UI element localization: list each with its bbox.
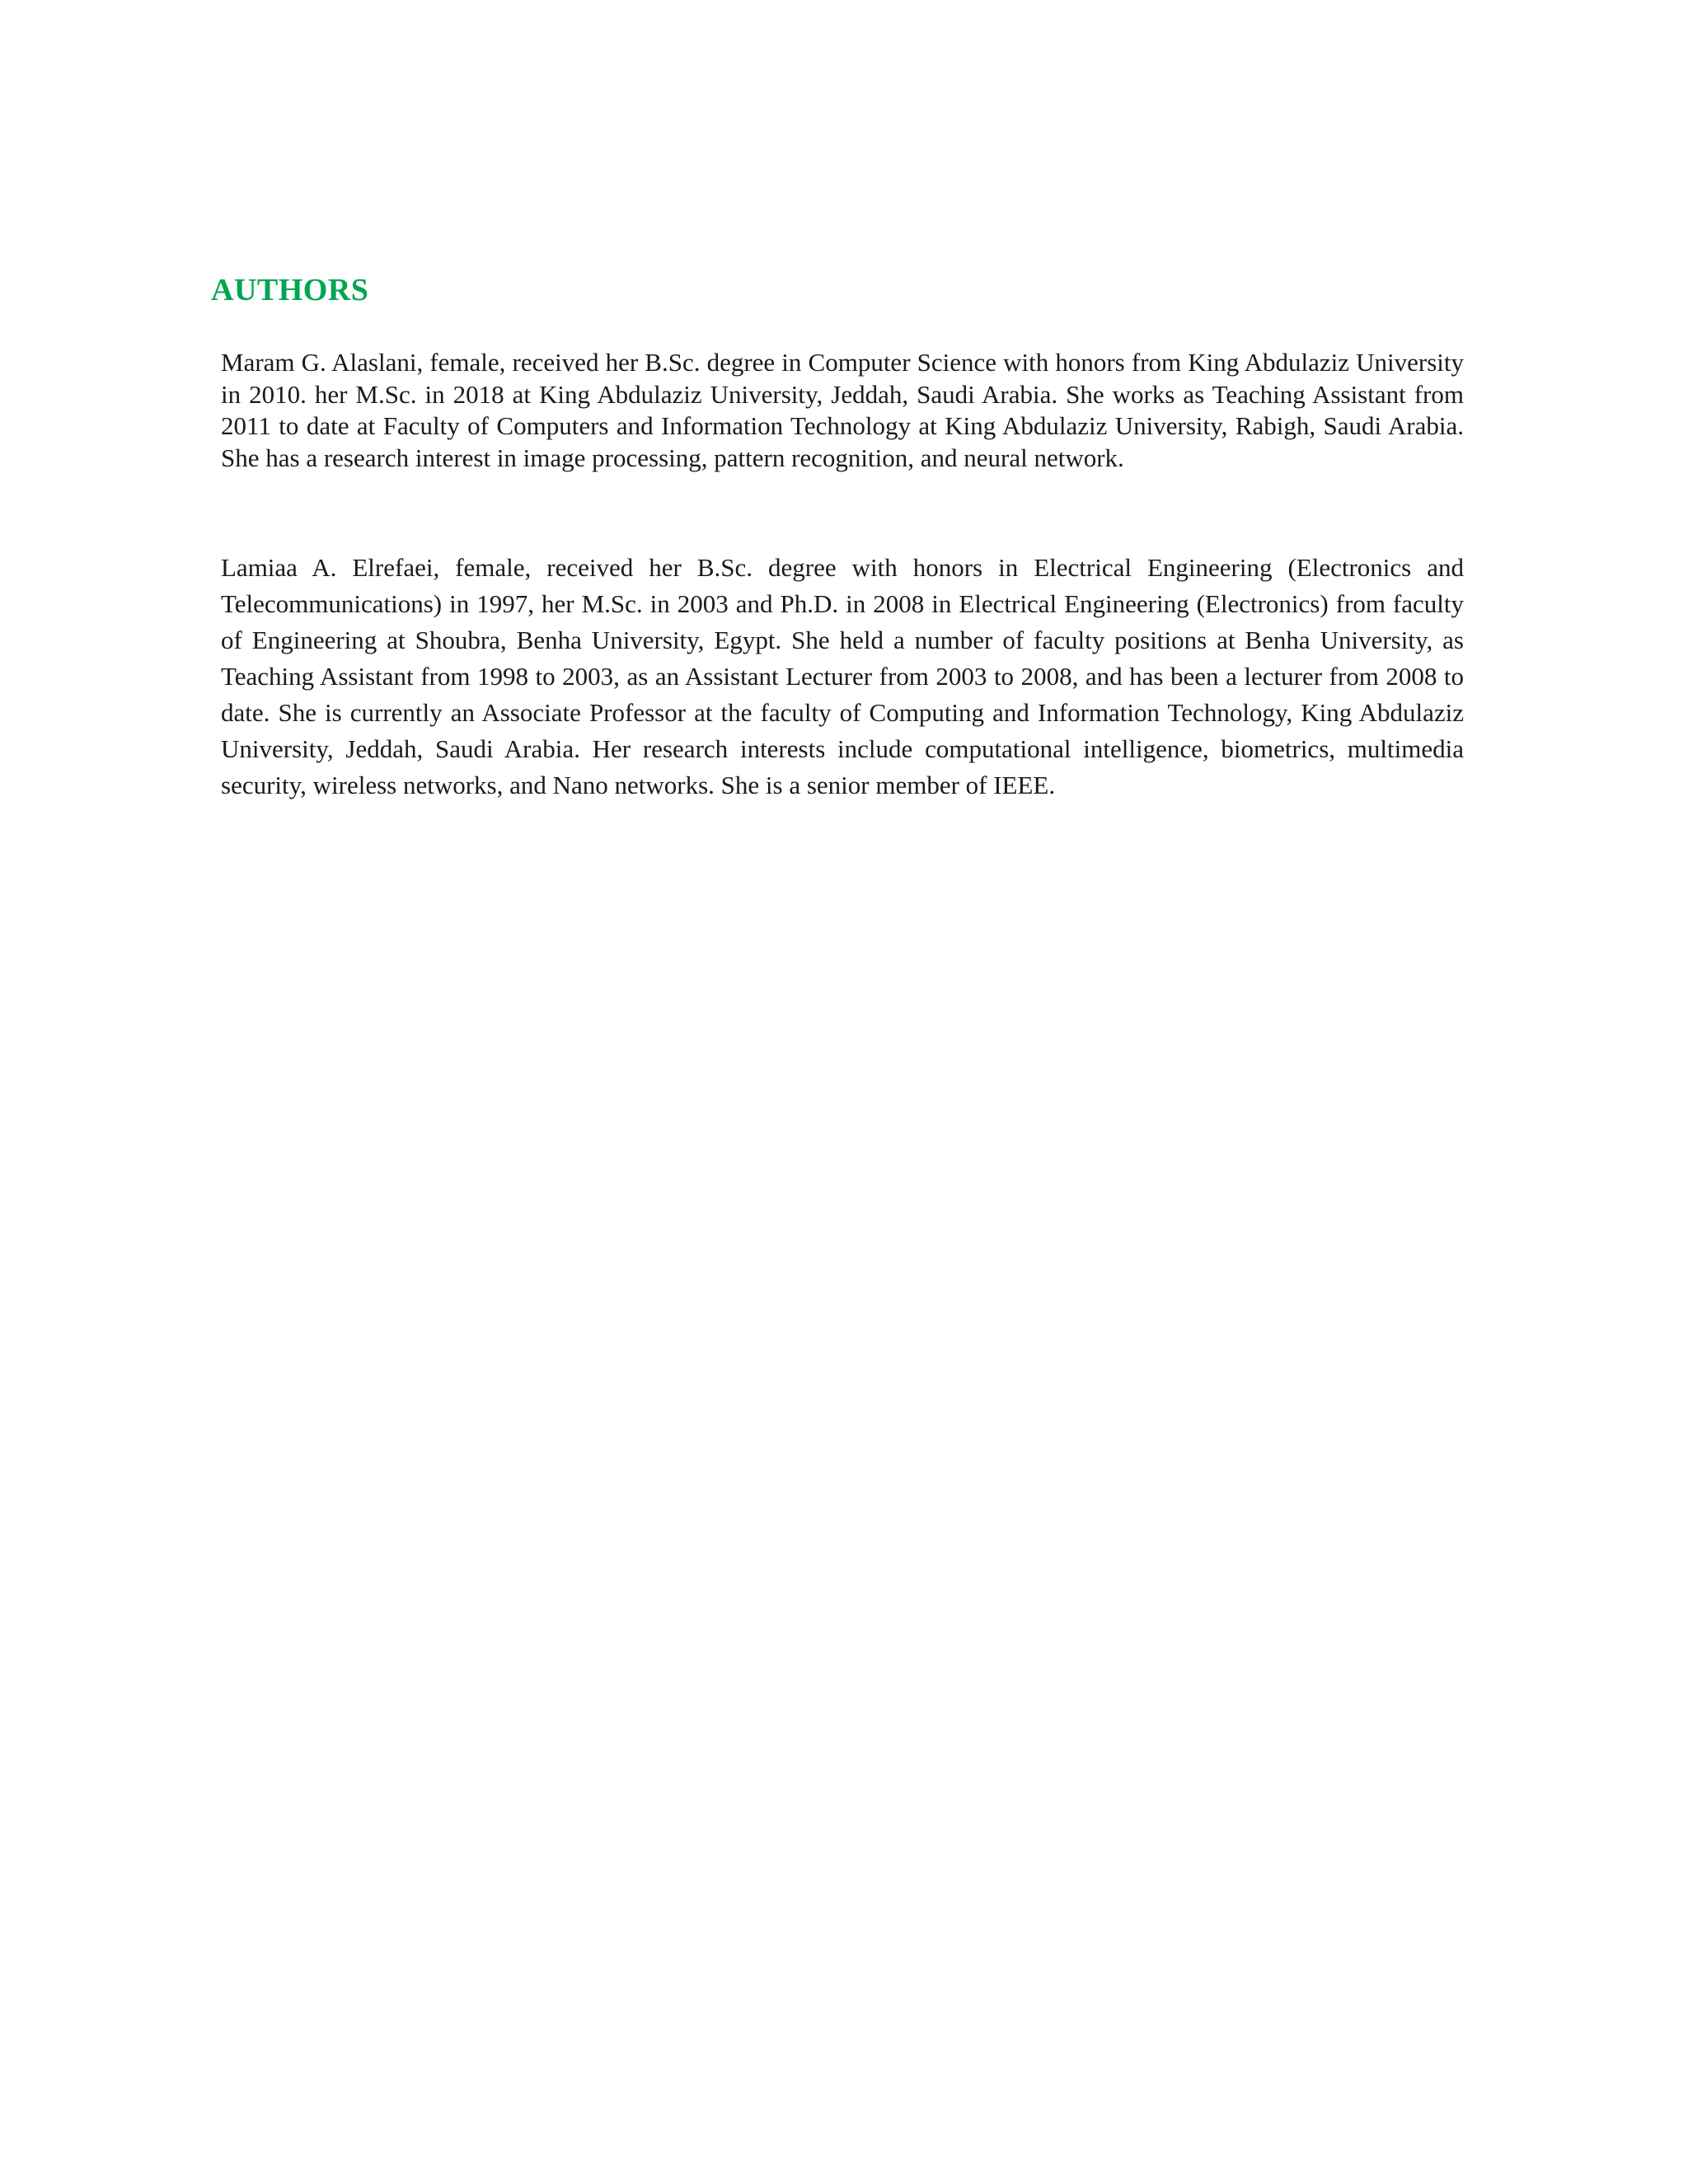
- section-heading-authors: AUTHORS: [211, 273, 369, 307]
- author-bio-maram-alaslani: Maram G. Alaslani, female, received her B.Sc. degree in Computer Science with honors from King Abdulaziz University in 2010. her M.Sc. in 2018 at King Abdulaziz University, Jeddah, Saudi Arabia. She works as Teaching Assistant from 2011 to date at Faculty of Computers and Information Technology at King Abdulaziz University, Rabigh, Saudi Arabia. She has a research interest in image processing, pattern recognition, and neural network.: [221, 348, 1464, 472]
- author-bio-lamiaa-elrefaei: Lamiaa A. Elrefaei, female, received her B.Sc. degree with honors in Electrical Engineering (Electronics and Telecommunications) in 1997, her M.Sc. in 2003 and Ph.D. in 2008 in Electrical Engineering (Electronics) from faculty of Engineering at Shoubra, Benha University, Egypt. She held a number of faculty positions at Benha University, as Teaching Assistant from 1998 to 2003, as an Assistant Lecturer from 2003 to 2008, and has been a lecturer from 2008 to date. She is currently an Associate Professor at the faculty of Computing and Information Technology, King Abdulaziz University, Jeddah, Saudi Arabia. Her research interests include computational intelligence, biometrics, multimedia security, wireless networks, and Nano networks. She is a senior member of IEEE.: [221, 553, 1464, 799]
